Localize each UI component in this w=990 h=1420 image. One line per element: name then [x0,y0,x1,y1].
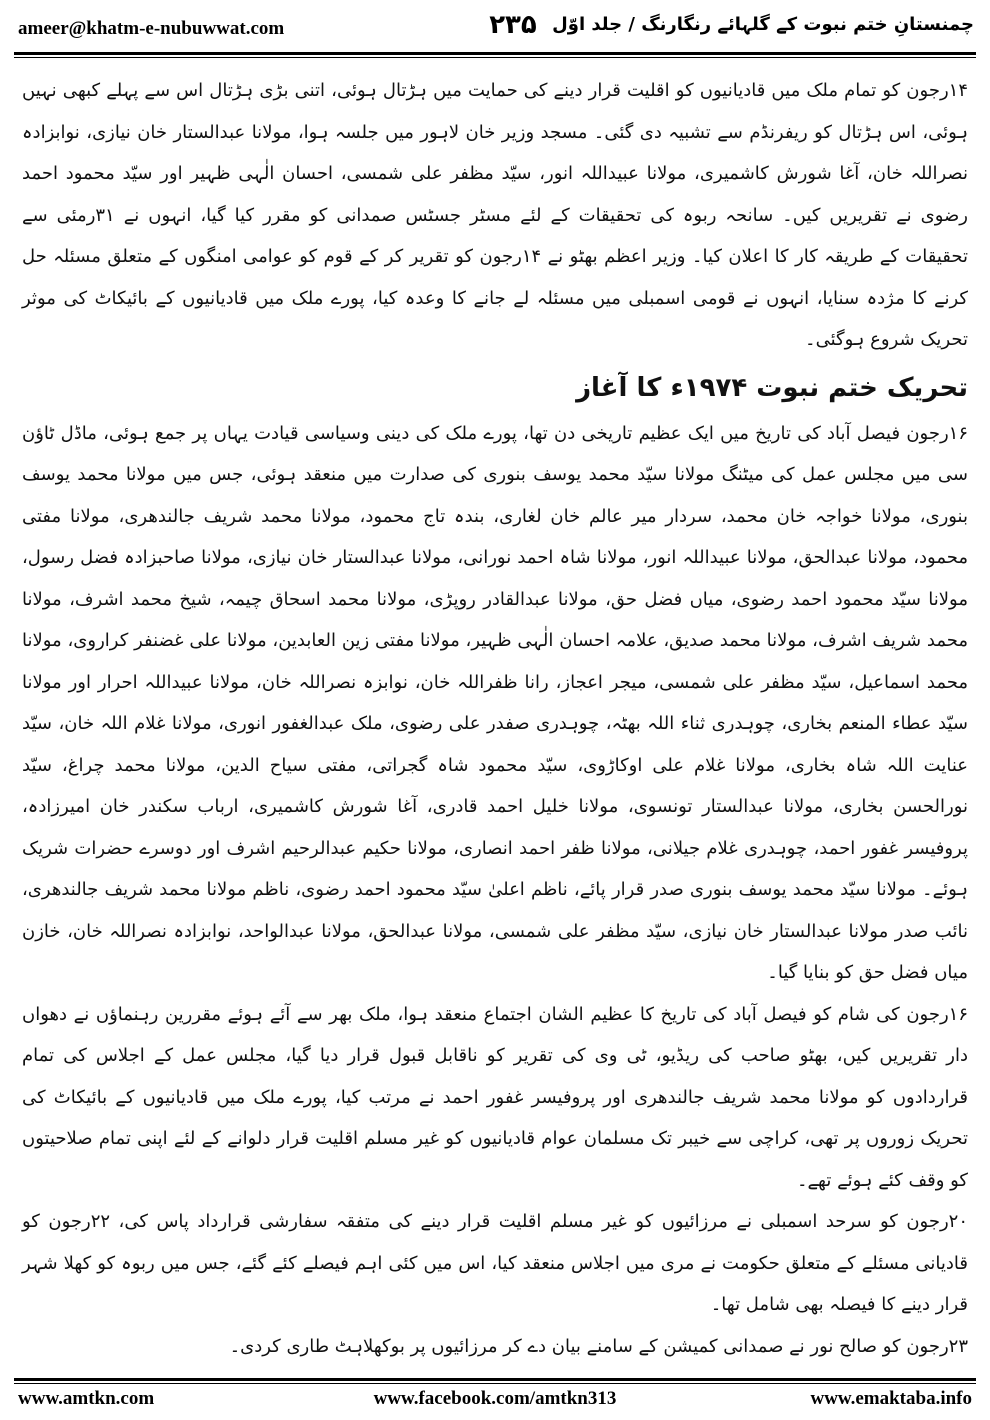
page-header [18,8,974,50]
paragraph-faisalabad-meeting: ۱۶رجون فیصل آباد کی تاریخ میں ایک عظیم تاریخی دن تھا، پورے ملک کی دینی وسیاسی قیادت یہاں پر جمع ہوئی، ماڈل ٹاؤن سی میں مجلس عمل کی میٹنگ مولانا سیّد محمد یوسف بنوری کی صدارت میں منعقد ہوئی، جس میں مولانا محمد یوسف بنوری، مولانا خواجہ خان محمد، سردار میر عالم خان لغاری، بندہ تاج محمود، مولانا محمد شریف جالندھری، مولانا مفتی محمود، مولانا عبدالحق، مولانا عبیداللہ انور، مولانا شاہ احمد نورانی، مولانا عبدالستار خان نیازی، مولانا صاحبزادہ فضل رسول، مولانا سیّد محمود احمد رضوی، میاں فضل حق، مولانا عبدالقادر روپڑی، مولانا محمد اسحاق چیمہ، شیخ محمد اشرف، مولانا محمد شریف اشرف، مولانا محمد صدیق، علامہ احسان الٰہی ظہیر، مولانا مفتی زین العابدین، مولانا علی غضنفر کراروی، مولانا محمد اسماعیل، سیّد مظفر علی شمسی، میجر اعجاز، رانا ظفراللہ خان، نوابزہ نصراللہ خان، مولانا عبیداللہ احرار اور مولانا سیّد عطاء المنعم بخاری، چوہدری ثناء اللہ بھٹہ، چوہدری صفدر علی رضوی، ملک عبدالغفور انوری، مولانا غلام اللہ خان، سیّد عنایت اللہ شاہ بخاری، مولانا غلام علی اوکاڑوی، سیّد محمود شاہ گجراتی، مفتی سیاح الدین، مولانا محمد چراغ، سیّد نورالحسن بخاری، مولانا عبدالستار تونسوی، مولانا خلیل احمد قادری، آغا شورش کاشمیری، ارباب سکندر خان امیرزادہ، پروفیسر غفور احمد، چوہدری غلام جیلانی، مولانا ظفر احمد انصاری، مولانا حکیم عبدالرحیم اشرف اور دوسرے حضرات شریک ہوئے۔ مولانا سیّد محمد یوسف بنوری صدر قرار پائے، ناظم اعلیٰ سیّد محمود احمد رضوی، ناظم مولانا محمد شریف جالندھری، نائب صدر مولانا عبدالستار خان نیازی، سیّد مظفر علی شمسی، مولانا عبدالحق، مولانا عبدالواحد، نوابزادہ نصراللہ خان، خازن میاں فضل حق کو بنایا گیا۔ [22,422,968,983]
paragraph-faisalabad-rally: ۱۶رجون کی شام کو فیصل آباد کی تاریخ کا عظیم الشان اجتماع منعقد ہوا، ملک بھر سے آئے ہوئے مقررین رہنماؤں نے دھواں دار تقریریں کیں، بھٹو صاحب کی ریڈیو، ٹی وی کی تقریر کو ناقابل قبول قرار دیا گیا، مجلس عمل کے اجلاس کی تمام قراردادوں کو مولانا محمد شریف جالندھری اور پروفیسر غفور احمد نے مرتب کیا، پورے ملک میں قادیانیوں کے بائیکاٹ کی تحریک زوروں پر تھی، کراچی سے خیبر تک مسلمان عوام قادیانیوں کو غیر مسلم اقلیت قرار دلوانے کے لئے اپنی تمام صلاحیتوں کو وقف کئے ہوئے تھے۔ [22,1003,968,1191]
footer-link-emaktaba[interactable]: www.emaktaba.info [810,1388,972,1409]
footer-link-amtkn[interactable]: www.amtkn.com [18,1388,155,1409]
header-rule-thin [14,57,976,58]
body-text [22,70,968,1367]
header-rule [14,52,976,55]
page-number: ۲۳۵ [489,10,537,40]
footer-link-facebook[interactable]: www.facebook.com/amtkn313 [373,1388,617,1409]
header-email[interactable]: ameer@khatm-e-nubuwwat.com [18,18,285,39]
paragraph-strike-june-14: ۱۴رجون کو تمام ملک میں قادیانیوں کو اقلیت قرار دینے کی حمایت میں ہڑتال ہوئی، اتنی بڑی ہڑتال اس سے پہلے کبھی نہیں ہوئی، اس ہڑتال کو ریفرنڈم سے تشبیہ دی گئی۔ مسجد وزیر خان لاہور میں جلسہ ہوا، مولانا عبدالستار خان نیازی، نوابزادہ نصراللہ خان، آغا شورش کاشمیری، مولانا عبیداللہ انور، سیّد مظفر علی شمسی، احسان الٰہی ظہیر اور سیّد محمود احمد رضوی نے تقریریں کیں۔ سانحہ ربوہ کی تحقیقات کے لئے مسٹر جسٹس صمدانی کو مقرر کیا گیا، انہوں نے ۳۱رمئی سے تحقیقات کے طریقہ کار کا اعلان کیا۔ وزیر اعظم بھٹو نے ۱۴رجون کو تقریر کر کے قوم کو عوامی امنگوں کے متعلق مسئلہ حل کرنے کا مژدہ سنایا، انہوں نے قومی اسمبلی میں مسئلہ لے جانے کا وعدہ کیا، پورے ملک میں قادیانیوں کے بائیکاٹ کی موثر تحریک شروع ہوگئی۔ [22,80,969,350]
paragraph-june-23: ۲۳رجون کو صالح نور نے صمدانی کمیشن کے سامنے بیان دے کر مرزائیوں پر بوکھلاہٹ طاری کردی۔ [229,1335,968,1357]
running-title: چمنستانِ ختم نبوت کے گلہائے رنگارنگ / جلد اوّل [552,14,974,35]
footer-rule [14,1378,976,1381]
footer-rule-thin [14,1383,976,1384]
page-footer [18,1388,972,1416]
paragraph-sarhad-assembly: ۲۰رجون کو سرحد اسمبلی نے مرزائیوں کو غیر مسلم اقلیت قرار دینے کی متفقہ سفارشی قرارداد پاس کی، ۲۲رجون کو قادیانی مسئلے کے متعلق حکومت نے مری میں اجلاس منعقد کیا، اس میں کئی اہم فیصلے کئے گئے، جس میں ربوہ کو کھلا شہر قرار دینے کا فیصلہ بھی شامل تھا۔ [22,1211,968,1315]
section-heading: تحریک ختم نبوت ۱۹۷۴ء کا آغاز [576,372,968,403]
